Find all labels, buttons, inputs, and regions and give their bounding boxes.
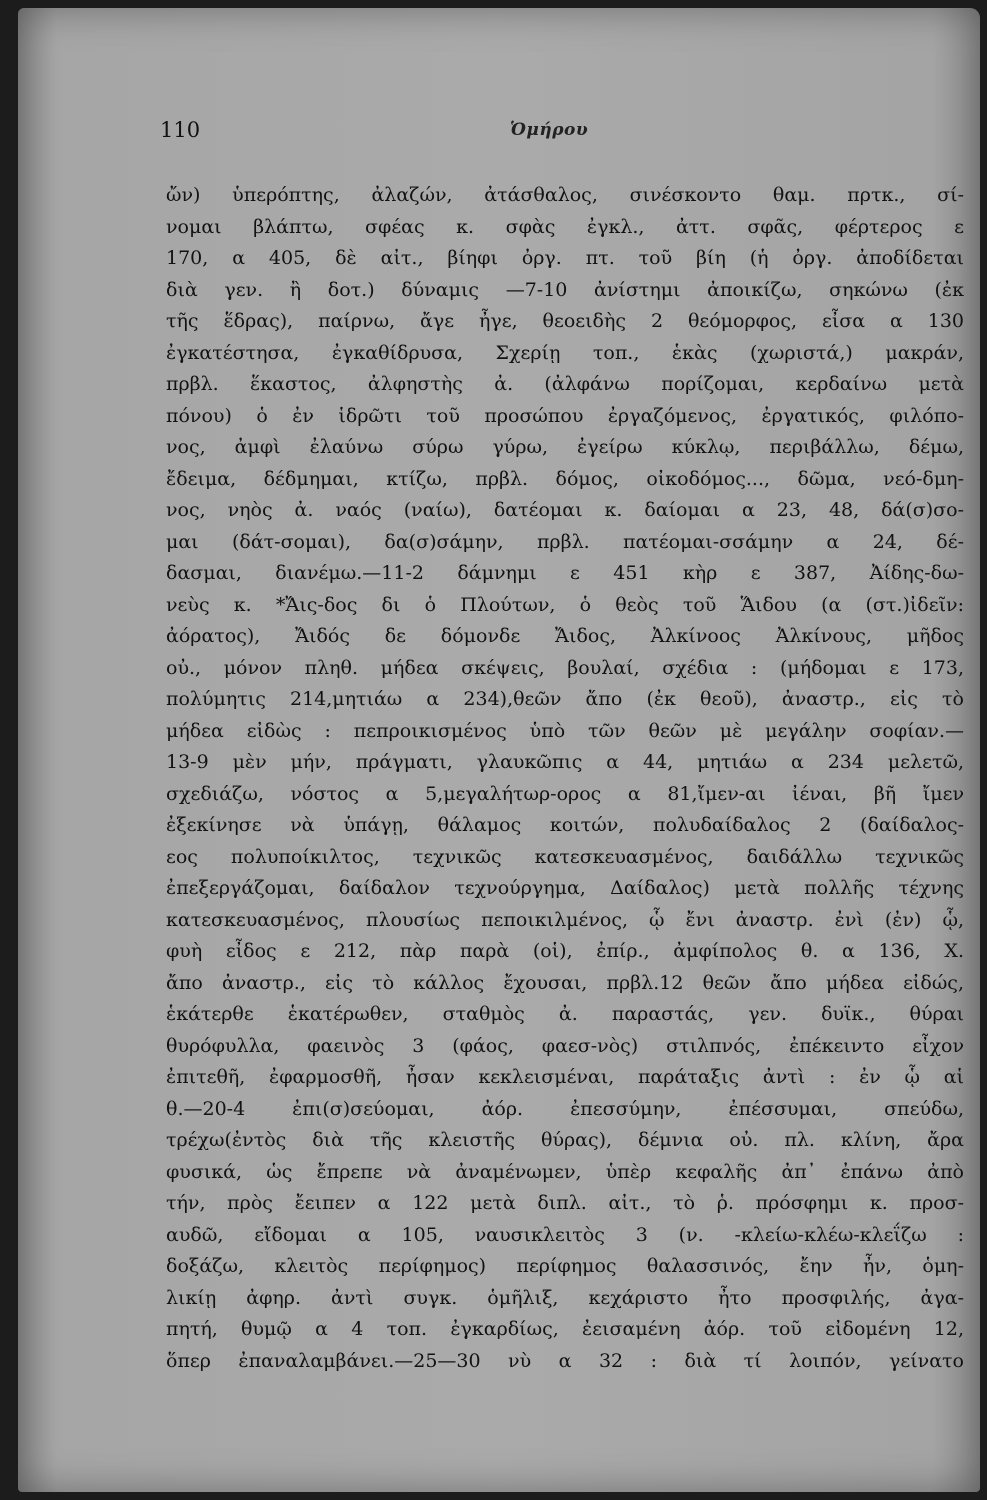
text-line: νος, ἀμφὶ ἐλαύνω σύρω γύρω, ἐγείρω κύκλῳ, περιβάλλω, δέμω,: [166, 436, 964, 458]
text-line: οὐ., μόνον πληθ. μήδεα σκέψεις, βουλαί, σχέδια : (μήδομαι ε 173,: [166, 656, 964, 679]
text-line: 13-9 μὲν μήν, πράγματι, γλαυκῶπις α 44, μητιάω α 234 μελετῶ,: [166, 751, 964, 773]
text-line: ἄπο ἀναστρ., εἰς τὸ κάλλος ἔχουσαι, πρβλ.12 θεῶν ἄπο μήδεα εἰδώς,: [166, 971, 964, 994]
commentary-body: [166, 180, 964, 1377]
text-line: πολύμητις 214,μητιάω α 234),θεῶν ἄπο (ἐκ θεοῦ), ἀναστρ., εἰς τὸ: [166, 688, 964, 710]
text-line: θ.—20-4 ἐπι(σ)σεύομαι, ἀόρ. ἐπεσσύμην, ἐπέσσυμαι, σπεύδω,: [166, 1097, 964, 1120]
text-line: φυσικά, ὡς ἔπρεπε νὰ ἀναμένωμεν, ὑπὲρ κεφαλῆς ἀπ᾽ ἐπάνω ἀπὸ: [166, 1160, 964, 1183]
text-line: 170, α 405, δὲ αἰτ., βίηφι ὀργ. πτ. τοῦ βίη (ἡ ὀργ. ἀποδίδεται: [166, 247, 964, 269]
text-line: ἐπιτεθῆ, ἐφαρμοσθῆ, ἦσαν κεκλεισμέναι, παράταξις ἀντὶ : ἐν ᾧ αἱ: [166, 1066, 964, 1088]
text-line: σχεδιάζω, νόστος α 5,μεγαλήτωρ-ορος α 81,ἴμεν-αι ἰέναι, βῆ ἴμεν: [166, 782, 964, 805]
running-head: Ὁμήρου: [510, 120, 589, 140]
text-line: πητή, θυμῷ α 4 τοπ. ἐγκαρδίως, ἐεισαμένη ἀόρ. τοῦ εἰδομένη 12,: [166, 1318, 964, 1340]
page-header: [160, 118, 950, 150]
text-line: πόνου) ὁ ἐν ἱδρῶτι τοῦ προσώπου ἐργαζόμενος, ἐργατικός, φιλόπο-: [166, 404, 964, 427]
text-line: μαι (δάτ-σομαι), δα(σ)σάμην, πρβλ. πατέομαι-σσάμην α 24, δέ-: [166, 530, 964, 553]
text-line: πρβλ. ἕκαστος, ἀλφηστὴς ἀ. (ἀλφάνω πορίζομαι, κερδαίνω μετὰ: [166, 373, 964, 395]
text-line: ἀόρατος), Ἄιδός δε δόμονδε Ἄιδος, Ἀλκίνοος Ἀλκίνους, μῆδος: [166, 625, 964, 647]
text-line: τήν, πρὸς ἔειπεν α 122 μετὰ διπλ. αἰτ., τὸ ῥ. πρόσφημι κ. προσ-: [166, 1192, 964, 1214]
text-line: ἐπεξεργάζομαι, δαίδαλον τεχνούργημα, Δαίδαλος) μετὰ πολλῆς τέχνης: [166, 877, 964, 899]
text-line: ἐξεκίνησε νὰ ὑπάγῃ, θάλαμος κοιτών, πολυδαίδαλος 2 (δαίδαλος-: [166, 814, 964, 836]
text-line: θυρόφυλλα, φαεινὸς 3 (φάος, φαεσ-νὸς) στιλπνός, ἐπέκειντο εἶχον: [166, 1034, 964, 1057]
text-line: δασμαι, διανέμω.—11-2 δάμνημι ε 451 κὴρ ε 387, Ἀίδης-δω-: [166, 562, 964, 584]
text-line: δοξάζω, κλειτὸς περίφημος) περίφημος θαλασσινός, ἔην ἦν, ὁμη-: [166, 1255, 964, 1277]
page-number: 110: [160, 118, 201, 142]
text-line: ὤν) ὑπερόπτης, ἀλαζών, ἀτάσθαλος, σινέσκοντο θαμ. πρτκ., σί-: [166, 184, 964, 206]
text-line: τρέχω(ἐντὸς διὰ τῆς κλειστῆς θύρας), δέμνια οὐ. πλ. κλίνη, ἄρα: [166, 1129, 964, 1151]
text-line: ὅπερ ἐπαναλαμβάνει.—25—30 νὺ α 32 : διὰ τί λοιπόν, γείνατο: [166, 1349, 964, 1372]
text-line: νεὺς κ. *Ἄις-δος δι ὁ Πλούτων, ὁ θεὸς τοῦ Ἅιδου (α (στ.)ἰδεῖν:: [166, 593, 964, 616]
text-line: μήδεα εἰδὼς : πεπροικισμένος ὑπὸ τῶν θεῶν μὲ μεγάλην σοφίαν.—: [166, 719, 964, 742]
text-line: ἑκάτερθε ἑκατέρωθεν, σταθμὸς ἀ. παραστάς, γεν. δυϊκ., θύραι: [166, 1003, 964, 1025]
text-line: τῆς ἕδρας), παίρνω, ἄγε ἦγε, θεοειδὴς 2 θεόμορφος, εἶσα α 130: [166, 310, 964, 332]
text-line: αυδῶ, εἴδομαι α 105, ναυσικλειτὸς 3 (ν. -κλείω-κλέω-κλεΐζω :: [166, 1223, 964, 1246]
text-line: νος, νηὸς ἀ. ναός (ναίω), δατέομαι κ. δαίομαι α 23, 48, δά(σ)σο-: [166, 499, 964, 521]
text-line: ἐγκατέστησα, ἐγκαθίδρυσα, Σχερίῃ τοπ., ἑκὰς (χωριστά,) μακράν,: [166, 341, 964, 364]
text-line: ἔδειμα, δέδμημαι, κτίζω, πρβλ. δόμος, οἰκοδόμος..., δῶμα, νεό-δμη-: [166, 467, 964, 490]
text-line: εος πολυποίκιλτος, τεχνικῶς κατεσκευασμένος, δαιδάλλω τεχνικῶς: [166, 845, 964, 868]
text-line: διὰ γεν. ἢ δοτ.) δύναμις —7-10 ἀνίστημι ἀποικίζω, σηκώνω (ἐκ: [166, 278, 964, 301]
text-line: νομαι βλάπτω, σφέας κ. σφὰς ἐγκλ., ἀττ. σφᾶς, φέρτερος ε: [166, 215, 964, 238]
text-line: φυὴ εἶδος ε 212, πὰρ παρὰ (οἱ), ἐπίρ., ἀμφίπολος θ. α 136, Χ.: [166, 940, 964, 962]
text-line: λικίῃ ἀφηρ. ἀντὶ συγκ. ὁμῆλιξ, κεχάριστο ἦτο προσφιλής, ἀγα-: [166, 1286, 964, 1309]
text-line: κατεσκευασμένος, πλουσίως πεποικιλμένος, ᾧ ἔνι ἀναστρ. ἐνὶ (ἐν) ᾧ,: [166, 908, 964, 931]
